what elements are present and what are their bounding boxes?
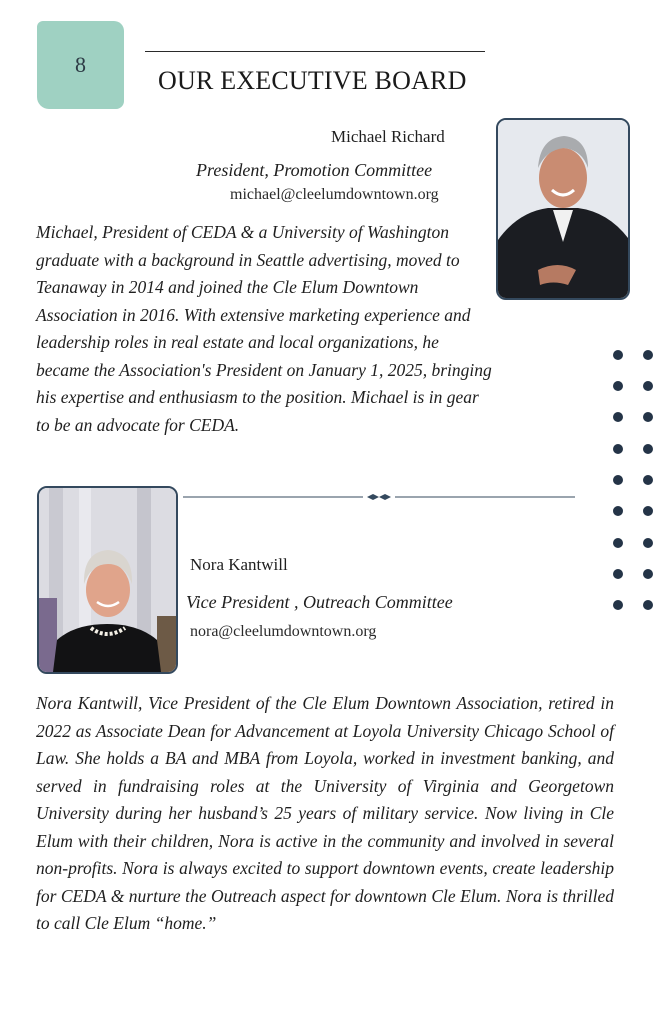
member-2-email[interactable]: nora@cleelumdowntown.org bbox=[190, 623, 377, 640]
member-1-email[interactable]: michael@cleelumdowntown.org bbox=[230, 186, 439, 203]
dot bbox=[643, 412, 653, 422]
dot bbox=[613, 569, 623, 579]
dot bbox=[643, 381, 653, 391]
member-2-bio: Nora Kantwill, Vice President of the Cle Elum Downtown Association, retired in 2022 as Associate Dean for Advancement at Loyola University Chicago School of Law. She holds a BA and MBA from Loyola, worked in investment banking, and served in fundraising roles at the University of Virginia and Georgetown University during her husband’s 25 years of military service. Now living in Cle Elum with their children, Nora is active in the community and involved in several non-profits. Nora is always excited to support downtown events, create leadership for CEDA & nurture the Outreach aspect for downtown Cle Elum. Nora is thrilled to call Cle Elum “home.” bbox=[36, 693, 614, 933]
dot bbox=[613, 475, 623, 485]
member-1-role: President, Promotion Committee bbox=[196, 160, 433, 180]
dot bbox=[613, 350, 623, 360]
dot bbox=[613, 600, 623, 610]
member-1-photo bbox=[496, 118, 630, 300]
portrait-woman-icon bbox=[39, 488, 176, 672]
dot bbox=[643, 506, 653, 516]
title-rule bbox=[145, 51, 485, 52]
dot bbox=[643, 475, 653, 485]
member-2-name: Nora Kantwill bbox=[190, 555, 288, 574]
section-divider bbox=[183, 491, 575, 503]
dot bbox=[643, 600, 653, 610]
dot bbox=[613, 538, 623, 548]
dot bbox=[613, 444, 623, 454]
member-1-bio: Michael, President of CEDA & a University of Washington graduate with a background in Seattle advertising, moved to Teanaway in 2014 and joined the Cle Elum Downtown Association in 2016. With extensive marketing experience and leadership roles in real estate and local organizations, he became the Association's President on January 1, 2025, bringing his expertise and enthusiasm to the position. Michael is in gear to be an advocate for CEDA. bbox=[36, 222, 492, 435]
dot bbox=[643, 350, 653, 360]
member-1-name: Michael Richard bbox=[331, 127, 445, 146]
page-title: OUR EXECUTIVE BOARD bbox=[158, 66, 467, 95]
dot bbox=[643, 444, 653, 454]
dot bbox=[613, 412, 623, 422]
decorative-dot-grid bbox=[608, 344, 658, 614]
portrait-man-icon bbox=[498, 120, 628, 298]
dot bbox=[613, 506, 623, 516]
member-2-photo bbox=[37, 486, 178, 674]
dot bbox=[613, 381, 623, 391]
member-2-role: Vice President , Outreach Committee bbox=[186, 592, 453, 612]
dot bbox=[643, 538, 653, 548]
dot bbox=[643, 569, 653, 579]
page-number: 8 bbox=[75, 52, 86, 77]
page-number-badge bbox=[37, 21, 124, 109]
